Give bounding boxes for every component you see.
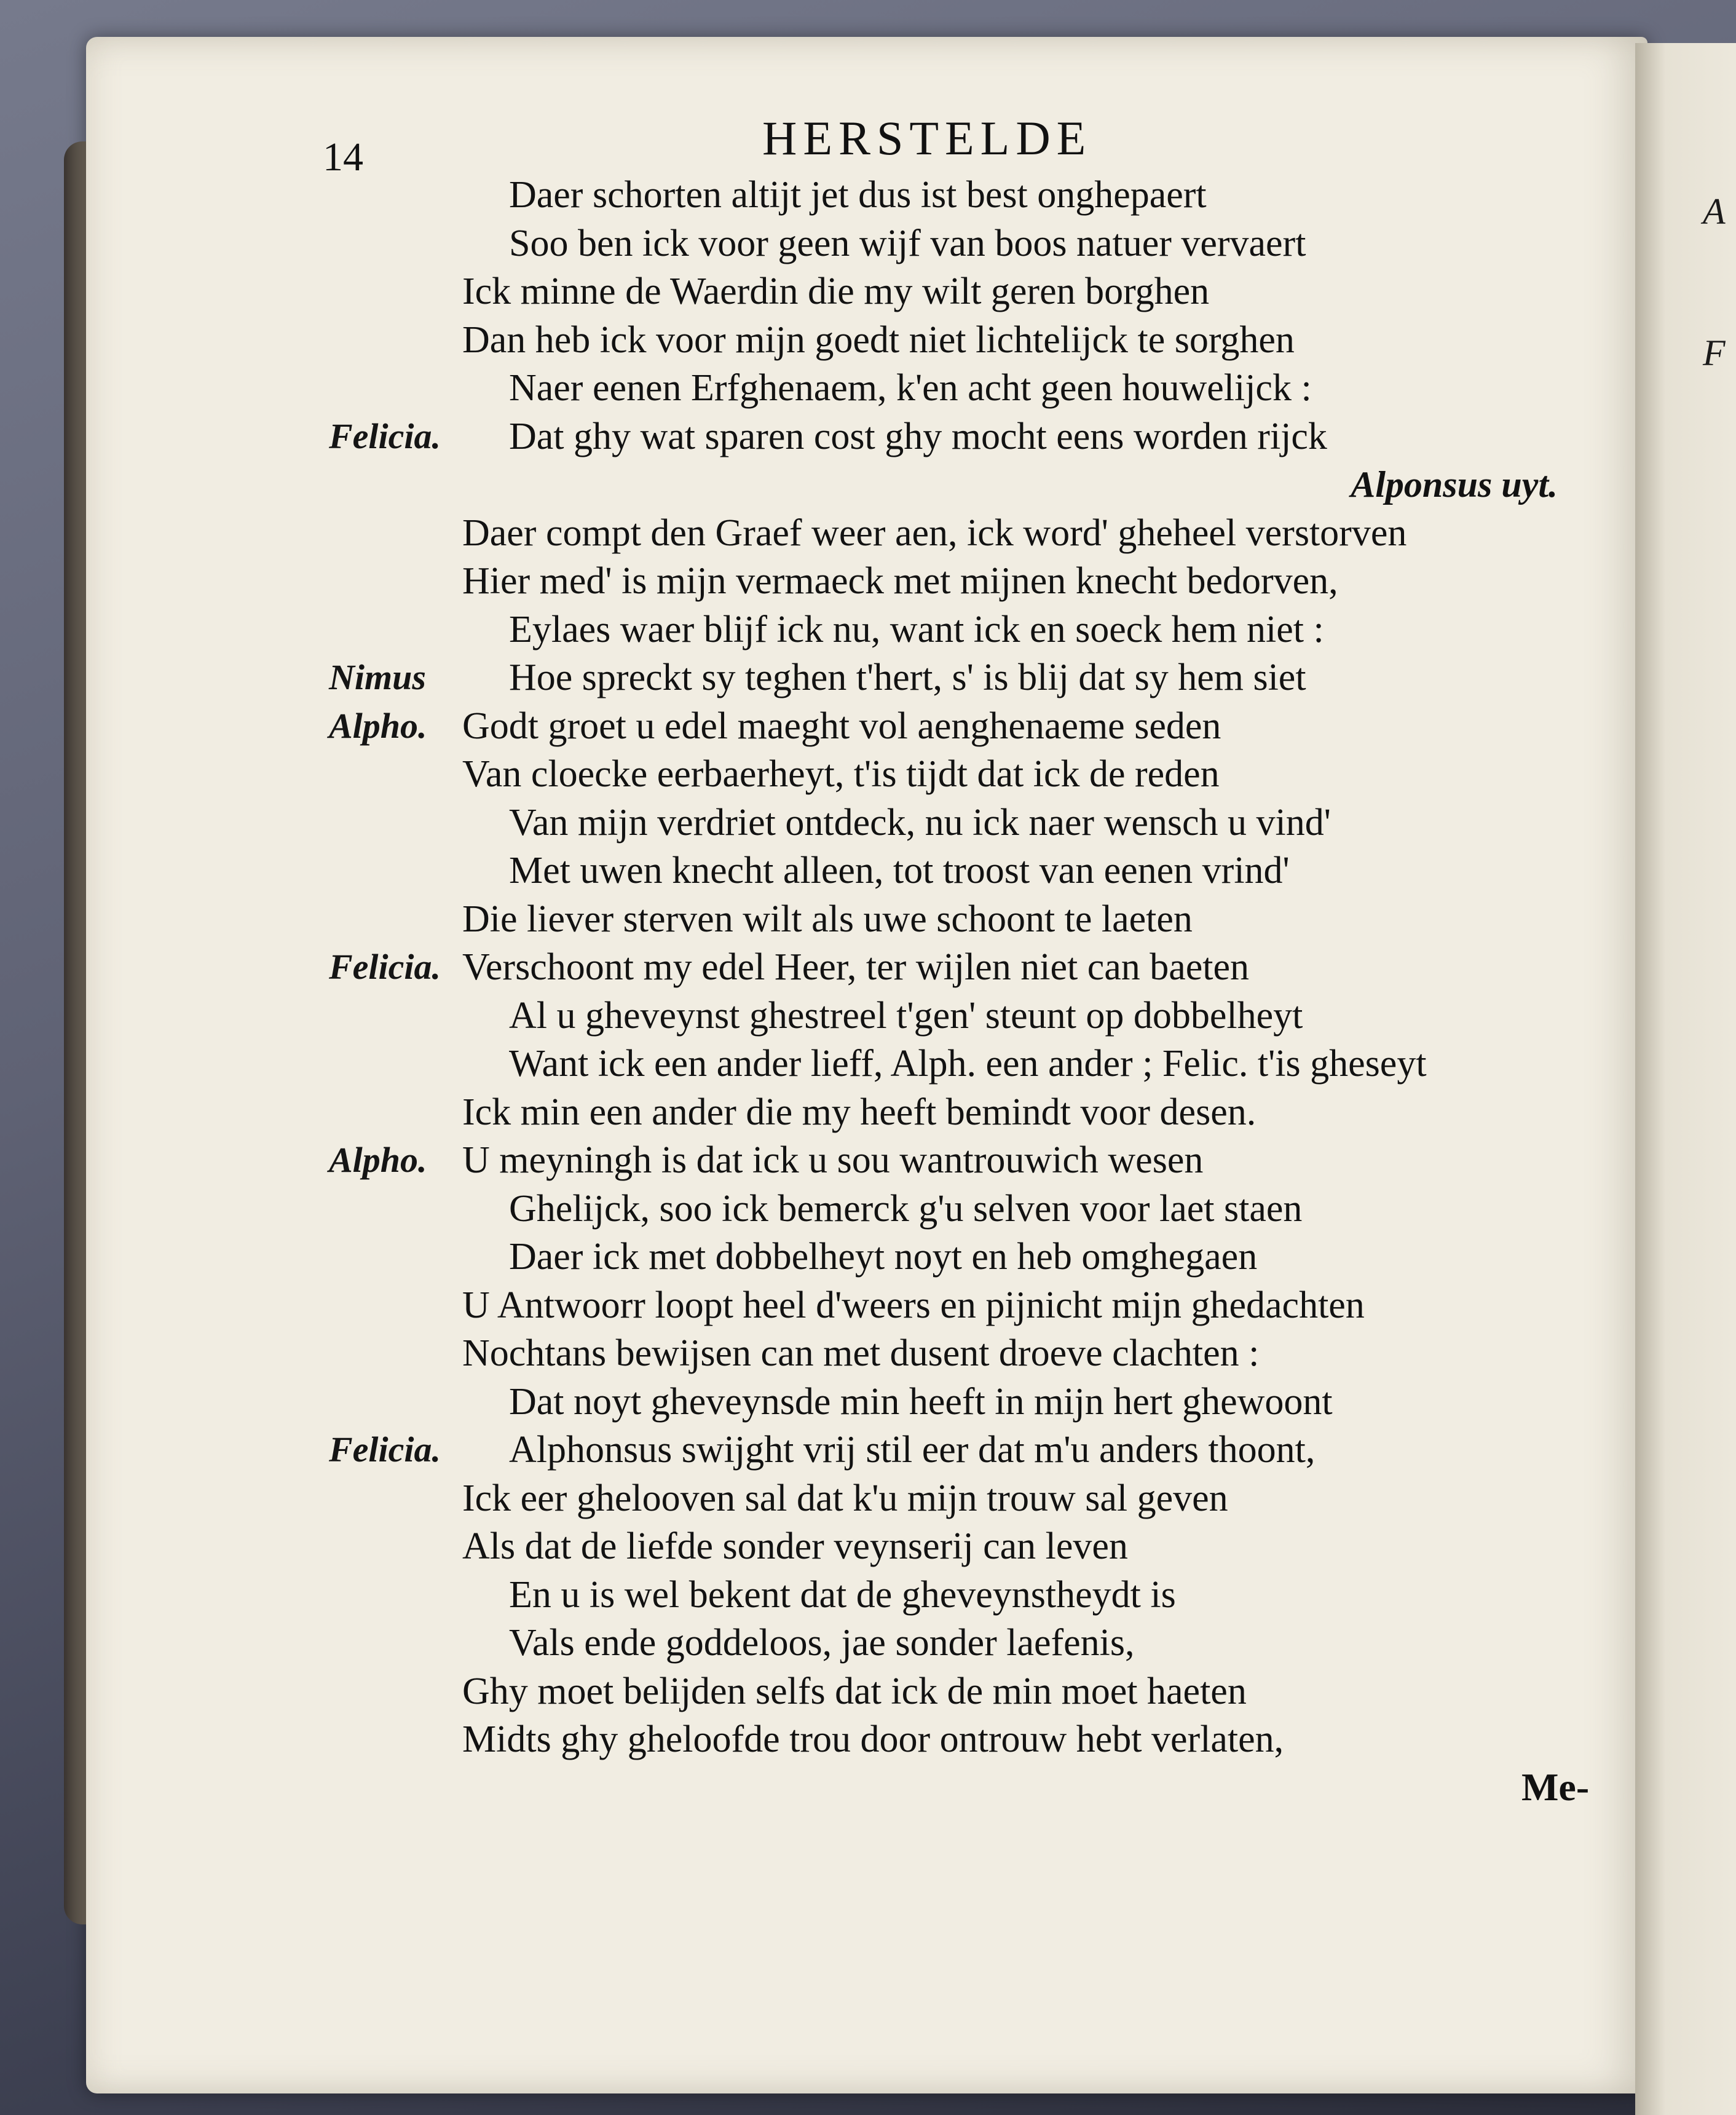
- verse-text: Met uwen knecht alleen, tot troost van eenen vrind': [509, 850, 1290, 891]
- verse-text: Al u gheveynst ghestreel t'gen' steunt op dobbelheyt: [509, 994, 1303, 1037]
- verse-line: [0, 1040, 1736, 1088]
- adjacent-page-fragment: F: [1703, 333, 1726, 373]
- verse-line: [0, 943, 1736, 992]
- speaker-label: Felicia.: [329, 416, 441, 456]
- verse-text: Daer ick met dobbelheyt noyt en heb omghegaen: [509, 1236, 1258, 1278]
- verse-line: [0, 171, 1736, 219]
- verse-text: Dan heb ick voor mijn goedt niet lichtelijck te sorghen: [462, 318, 1295, 361]
- verse-line: [0, 1474, 1736, 1523]
- verse-text: En u is wel bekent dat de gheveynstheydt is: [509, 1573, 1176, 1616]
- speaker-label: Alpho.: [329, 1140, 427, 1180]
- verse-line: [0, 509, 1736, 558]
- verse-text: Ick minne de Waerdin die my wilt geren borghen: [462, 271, 1210, 312]
- verse-text: Die liever sterven wilt als uwe schoont te laeten: [462, 898, 1193, 940]
- verse-line: [0, 1715, 1736, 1764]
- running-head: HERSTELDE: [762, 111, 1092, 165]
- verse-text: Dat noyt gheveynsde min heeft in mijn hert ghewoont: [509, 1380, 1333, 1423]
- verse-line: [0, 1185, 1736, 1233]
- speaker-label: Nimus: [329, 657, 426, 697]
- verse-block: [0, 171, 1736, 1764]
- speaker-label: Alpho.: [329, 705, 427, 746]
- verse-line: [0, 847, 1736, 895]
- speaker-label: Felicia.: [329, 1429, 441, 1469]
- verse-text: U Antwoorr loopt heel d'weers en pijnicht mijn ghedachten: [462, 1284, 1365, 1326]
- verse-line: [0, 654, 1736, 702]
- verse-text: Als dat de liefde sonder veynserij can leven: [462, 1525, 1128, 1567]
- verse-line: [0, 1233, 1736, 1281]
- verse-line: [0, 702, 1736, 751]
- verse-line: [0, 895, 1736, 944]
- verse-text: Daer compt den Graef weer aen, ick word' gheheel verstorven: [462, 512, 1407, 554]
- verse-line: [0, 1522, 1736, 1571]
- verse-line: [0, 992, 1736, 1040]
- verse-line: [0, 1667, 1736, 1716]
- page-number: 14: [323, 135, 363, 180]
- verse-text: Ick min een ander die my heeft bemindt voor desen.: [462, 1091, 1257, 1133]
- verse-line: [0, 1088, 1736, 1137]
- verse-text: Vals ende goddeloos, jae sonder laefenis,: [509, 1622, 1135, 1664]
- verse-text: Nochtans bewijsen can met dusent droeve clachten :: [462, 1332, 1260, 1374]
- verse-text: Naer eenen Erfghenaem, k'en acht geen houwelijck :: [509, 367, 1312, 409]
- verse-text: Soo ben ick voor geen wijf van boos natuer vervaert: [509, 222, 1306, 264]
- verse-text: Daer schorten altijt jet dus ist best onghepaert: [509, 174, 1207, 216]
- verse-line: [0, 1619, 1736, 1667]
- verse-text: Alphonsus swijght vrij stil eer dat m'u anders thoont,: [509, 1429, 1316, 1471]
- verse-line: [0, 219, 1736, 268]
- verse-text: Van cloecke eerbaerheyt, t'is tijdt dat ick de reden: [462, 753, 1220, 795]
- verse-line: [0, 1571, 1736, 1619]
- verse-text: U meyningh is dat ick u sou wantrouwich wesen: [462, 1139, 1204, 1181]
- catchword: Me-: [1521, 1765, 1590, 1809]
- verse-text: Hier med' is mijn vermaeck met mijnen knecht bedorven,: [462, 560, 1338, 602]
- verse-line: [0, 1378, 1736, 1426]
- stage-direction-text: Alponsus uyt.: [1351, 464, 1558, 505]
- verse-line: [0, 364, 1736, 413]
- verse-text: Verschoont my edel Heer, ter wijlen niet can baeten: [462, 946, 1250, 988]
- verse-line: [0, 606, 1736, 654]
- verse-line: [0, 413, 1736, 461]
- verse-line: [0, 267, 1736, 316]
- speaker-label: Felicia.: [329, 947, 441, 987]
- stage-direction: [0, 461, 1736, 509]
- verse-text: Hoe spreckt sy teghen t'hert, s' is blij dat sy hem siet: [509, 657, 1306, 698]
- verse-line: [0, 1329, 1736, 1378]
- verse-line: [0, 557, 1736, 606]
- adjacent-page-fragment: A: [1703, 191, 1726, 232]
- verse-line: [0, 750, 1736, 799]
- verse-line: [0, 1426, 1736, 1474]
- verse-text: Ghelijck, soo ick bemerck g'u selven voor laet staen: [509, 1187, 1303, 1230]
- verse-line: [0, 799, 1736, 847]
- verse-line: [0, 1281, 1736, 1330]
- verse-text: Midts ghy gheloofde trou door ontrouw hebt verlaten,: [462, 1718, 1284, 1760]
- verse-line: [0, 1136, 1736, 1185]
- verse-text: Want ick een ander lieff, Alph. een ander ; Felic. t'is gheseyt: [509, 1043, 1427, 1085]
- verse-line: [0, 316, 1736, 365]
- verse-text: Ghy moet belijden selfs dat ick de min moet haeten: [462, 1670, 1247, 1712]
- verse-text: Eylaes waer blijf ick nu, want ick en soeck hem niet :: [509, 608, 1324, 650]
- verse-text: Van mijn verdriet ontdeck, nu ick naer wensch u vind': [509, 801, 1331, 844]
- verse-text: Godt groet u edel maeght vol aenghenaeme seden: [462, 705, 1221, 747]
- verse-text: Ick eer ghelooven sal dat k'u mijn trouw sal geven: [462, 1477, 1228, 1519]
- verse-text: Dat ghy wat sparen cost ghy mocht eens worden rijck: [509, 415, 1327, 457]
